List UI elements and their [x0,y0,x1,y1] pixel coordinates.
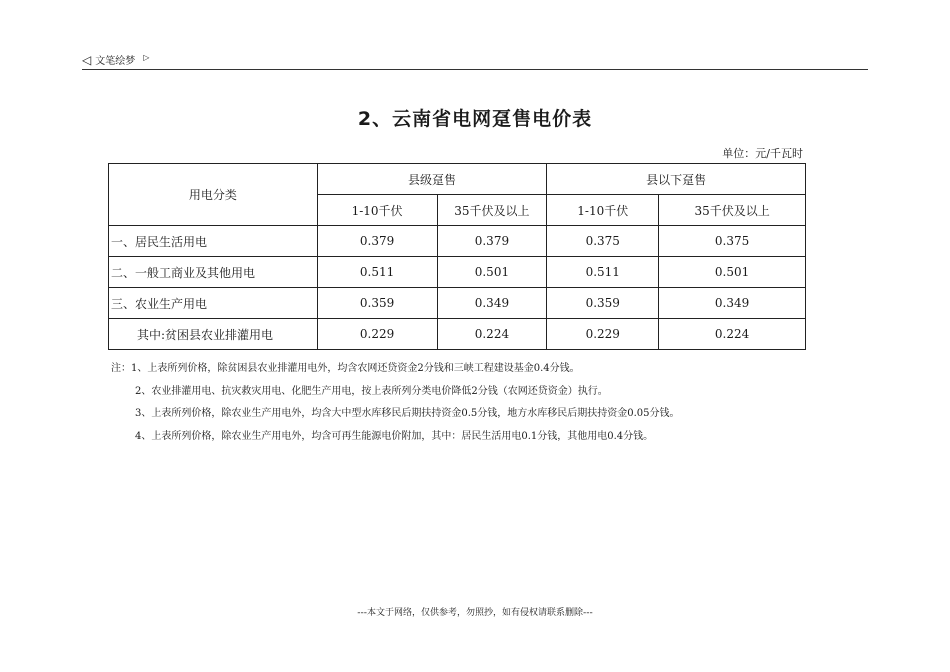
brand-text: 文笔绘梦 [95,56,136,67]
notes-section [111,358,680,448]
table-row [109,319,806,350]
price-cell: 0.359 [317,288,437,319]
price-cell: 0.379 [437,226,547,257]
header-brand [82,52,149,67]
price-cell: 0.501 [659,257,806,288]
price-cell: 0.379 [317,226,437,257]
price-cell: 0.229 [317,319,437,350]
price-table [108,163,806,350]
voltage-header: 1-10千伏 [547,195,659,226]
voltage-header: 35千伏及以上 [437,195,547,226]
price-cell: 0.349 [437,288,547,319]
note-line: 2、农业排灌用电、抗灾救灾用电、化肥生产用电，按上表所列分类电价降低2分钱（农网还贷资金）执行。 [135,385,608,397]
note-line: 3、上表所列价格，除农业生产用电外，均含大中型水库移民后期扶持资金0.5分钱，地方水库移民后期扶持资金0.05分钱。 [135,408,680,419]
price-cell: 0.349 [659,288,806,319]
table-row [109,257,806,288]
below-county-header: 县以下趸售 [547,164,806,195]
voltage-header: 35千伏及以上 [659,195,806,226]
unit-label: 单位：元/千瓦时 [722,147,803,160]
price-cell: 0.375 [659,226,806,257]
row-category: 二、一般工商业及其他用电 [109,257,318,288]
triangle-right-icon: ▷ [143,52,150,62]
triangle-left-icon: ◁ [82,52,92,67]
voltage-header: 1-10千伏 [317,195,437,226]
price-cell: 0.359 [547,288,659,319]
price-cell: 0.224 [659,319,806,350]
footer-disclaimer: ---本文于网络，仅供参考，勿照抄，如有侵权请联系删除--- [357,608,593,618]
row-category: 其中:贫困县农业排灌用电 [109,319,318,350]
note-line: 4、上表所列价格，除农业生产用电外，均含可再生能源电价附加，其中：居民生活用电0.1分钱，其他用电0.4分钱。 [135,430,654,442]
price-cell: 0.224 [437,319,547,350]
header-divider [82,69,868,70]
price-cell: 0.229 [547,319,659,350]
county-level-header: 县级趸售 [317,164,547,195]
price-cell: 0.511 [317,257,437,288]
table-row [109,226,806,257]
page-title: 2、云南省电网趸售电价表 [357,108,593,130]
price-cell: 0.511 [547,257,659,288]
category-header: 用电分类 [109,164,318,226]
table-header-row [109,164,806,195]
table-row [109,288,806,319]
row-category: 三、农业生产用电 [109,288,318,319]
price-cell: 0.501 [437,257,547,288]
row-category: 一、居民生活用电 [109,226,318,257]
note-line: 注：1、上表所列价格，除贫困县农业排灌用电外，均含农网还贷资金2分钱和三峡工程建设基金0.4分钱。 [111,363,580,374]
price-cell: 0.375 [547,226,659,257]
